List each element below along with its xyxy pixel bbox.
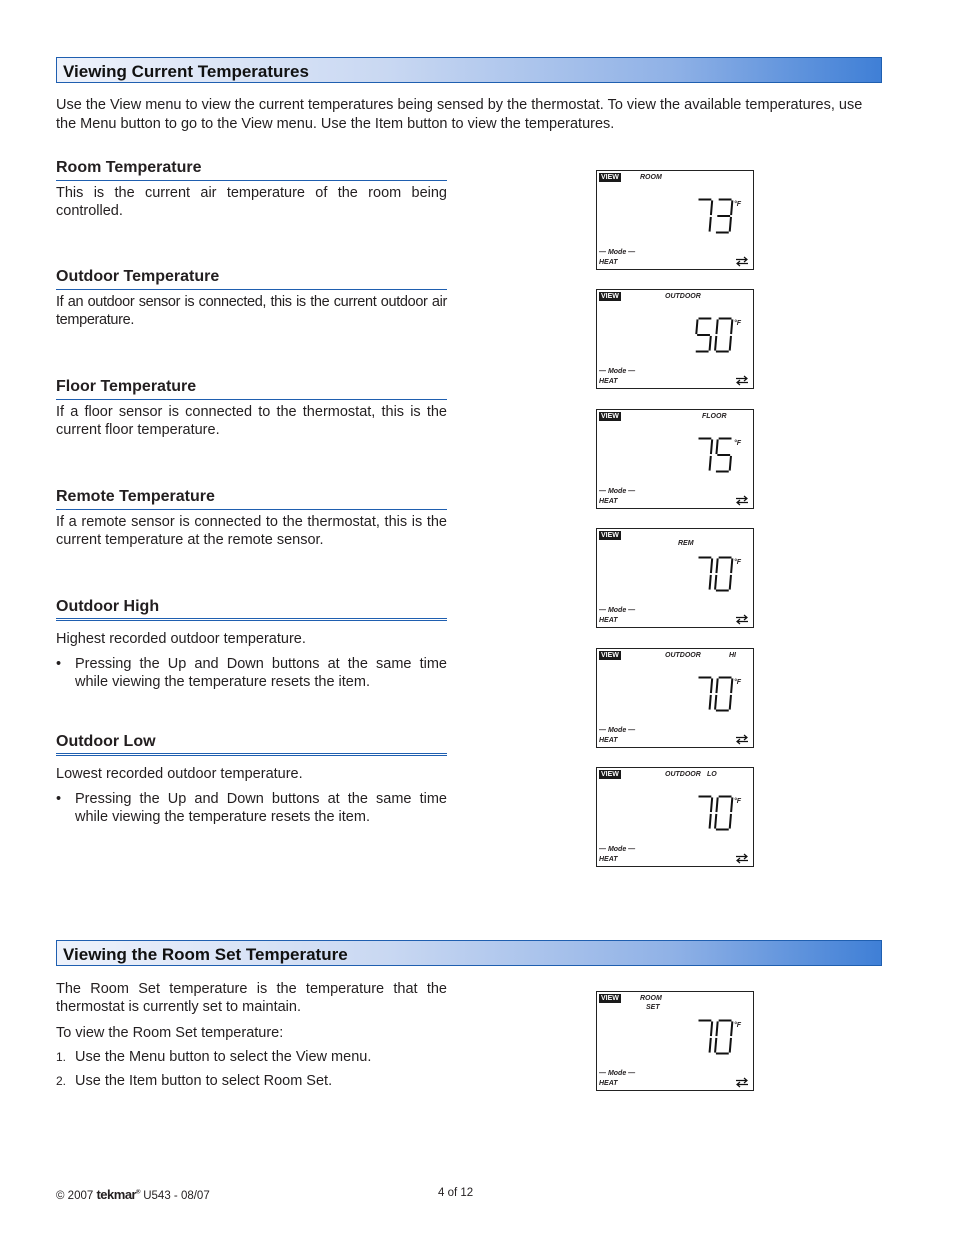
lcd-digits (693, 436, 737, 474)
lcd-segment (731, 558, 732, 573)
subsection-room-temperature (56, 159, 447, 220)
subsection-title: Outdoor High (56, 598, 447, 621)
lcd-mode-label: — Mode — (599, 727, 636, 734)
thermostat-lcd (596, 648, 754, 748)
lcd-mode-label: — Mode — (599, 1070, 636, 1077)
lcd-heat-label: HEAT (599, 737, 618, 744)
lcd-view-tag: VIEW (601, 995, 619, 1002)
lcd-segment (730, 1038, 731, 1053)
lcd-mode-label: — Mode — (599, 249, 636, 256)
lcd-label: REM (678, 540, 694, 547)
lcd-segment (711, 678, 712, 693)
lcd-heat-label: HEAT (599, 617, 618, 624)
subsection-title: Room Temperature (56, 159, 447, 181)
subsection-outdoor-temperature (56, 268, 447, 329)
subsection-text: Highest recorded outdoor temperature. (56, 631, 306, 647)
room-set-lead: To view the Room Set temperature: (56, 1025, 284, 1041)
lcd-unit: °F (734, 679, 742, 686)
lcd-segment (731, 200, 732, 215)
lcd-unit: °F (734, 201, 742, 208)
lcd-segment (716, 1021, 717, 1036)
thermostat-lcd (596, 767, 754, 867)
lcd-segment (711, 439, 712, 454)
lcd-segment (715, 814, 716, 829)
subsection-remote-temperature (56, 488, 447, 549)
section-header-room-set-temperature (56, 940, 882, 966)
copyright: © 2007 (56, 1190, 94, 1202)
bullet-text: Pressing the Up and Down buttons at the same time while viewing the temperature resets the item. (75, 656, 447, 690)
doc-number: U543 - 08/07 (143, 1190, 210, 1202)
lcd-view-tag: VIEW (601, 174, 619, 181)
lcd-view-tag: VIEW (601, 532, 619, 539)
lcd-segment (731, 797, 732, 812)
lcd-label-secondary: SET (646, 1004, 660, 1011)
lcd-segment (710, 814, 711, 829)
lcd-segment (730, 695, 731, 710)
bullet-text: Pressing the Up and Down buttons at the same time while viewing the temperature resets the item. (75, 791, 447, 825)
exchange-arrows-icon (735, 853, 749, 864)
lcd-segment (730, 456, 731, 471)
intro-paragraph: Use the View menu to view the current temperatures being sensed by the thermostat. To view the available temperatures, use the Menu button to go to the View menu. Use the Item button to view the temperatures. (56, 97, 863, 132)
thermostat-lcd (596, 409, 754, 509)
lcd-segment (730, 575, 731, 590)
lcd-digits (693, 675, 737, 713)
subsection-text: Lowest recorded outdoor temperature. (56, 766, 303, 782)
lcd-heat-label: HEAT (599, 378, 618, 385)
lcd-segment (716, 678, 717, 693)
brand-logo: tekmar® (96, 1187, 141, 1202)
exchange-arrows-icon (735, 495, 749, 506)
lcd-unit: °F (734, 1022, 742, 1029)
exchange-arrows-icon (735, 734, 749, 745)
lcd-view-tag: VIEW (601, 293, 619, 300)
exchange-arrows-icon (735, 256, 749, 267)
lcd-label: FLOOR (702, 413, 727, 420)
lcd-label: OUTDOOR (665, 293, 701, 300)
lcd-digits (693, 316, 737, 354)
lcd-segment (716, 558, 717, 573)
footer-left (56, 1187, 210, 1202)
lcd-heat-label: HEAT (599, 1080, 618, 1087)
lcd-segment (715, 336, 716, 351)
lcd-segment (731, 678, 732, 693)
lcd-mode-label: — Mode — (599, 368, 636, 375)
lcd-segment (716, 319, 717, 334)
lcd-segment (710, 456, 711, 471)
lcd-segment (715, 695, 716, 710)
room-set-body (56, 980, 447, 1090)
lcd-segment (710, 1038, 711, 1053)
subsection-text: If a floor sensor is connected to the thermostat, this is the current floor temperature. (56, 404, 447, 438)
subsection-title: Outdoor Temperature (56, 268, 447, 290)
lcd-view-tag: VIEW (601, 771, 619, 778)
room-set-text: The Room Set temperature is the temperature that the thermostat is currently set to maintain. (56, 981, 447, 1015)
lcd-label: ROOM (640, 995, 662, 1002)
lcd-segment (731, 319, 732, 334)
thermostat-lcd (596, 170, 754, 270)
exchange-arrows-icon (735, 614, 749, 625)
lcd-label: OUTDOOR (665, 652, 701, 659)
subsection-title: Floor Temperature (56, 378, 447, 400)
exchange-arrows-icon (735, 375, 749, 386)
subsection-text: If an outdoor sensor is connected, this is the current outdoor air temperature. (56, 294, 447, 328)
subsection-outdoor-low (56, 733, 447, 826)
lcd-segment (710, 217, 711, 232)
lcd-mode-label: — Mode — (599, 846, 636, 853)
thermostat-lcd (596, 991, 754, 1091)
subsection-outdoor-high (56, 598, 447, 691)
lcd-segment (711, 200, 712, 215)
lcd-segment (696, 319, 697, 334)
thermostat-lcd (596, 289, 754, 389)
lcd-digits (693, 555, 737, 593)
lcd-digits (693, 794, 737, 832)
lcd-heat-label: HEAT (599, 856, 618, 863)
lcd-unit: °F (734, 440, 742, 447)
page-number: 4 of 12 (438, 1187, 474, 1199)
lcd-segment (710, 695, 711, 710)
lcd-segment (730, 814, 731, 829)
lcd-label: OUTDOOR (665, 771, 701, 778)
thermostat-lcd (596, 528, 754, 628)
lcd-segment (711, 1021, 712, 1036)
lcd-unit: °F (734, 559, 742, 566)
lcd-view-tag: VIEW (601, 652, 619, 659)
step-item (56, 1072, 447, 1090)
lcd-segment (731, 1021, 732, 1036)
lcd-segment (715, 575, 716, 590)
lcd-segment (710, 336, 711, 351)
lcd-segment (730, 217, 731, 232)
lcd-segment (711, 558, 712, 573)
lcd-label-secondary: HI (729, 652, 736, 659)
lcd-segment (710, 575, 711, 590)
step-number: 2. (56, 1074, 67, 1088)
bullet-item: • Pressing the Up and Down buttons at the same time while viewing the temperature resets the item. (56, 656, 447, 690)
lcd-segment (730, 336, 731, 351)
subsection-floor-temperature (56, 378, 447, 439)
lcd-digits (693, 1018, 737, 1056)
subsection-title: Remote Temperature (56, 488, 447, 510)
section-header-current-temperatures (56, 57, 882, 83)
lcd-label: ROOM (640, 174, 662, 181)
lcd-label-secondary: LO (707, 771, 717, 778)
section-title: Viewing Current Temperatures (63, 62, 309, 81)
lcd-heat-label: HEAT (599, 259, 618, 266)
step-text: Use the Item button to select Room Set. (75, 1073, 333, 1089)
lcd-mode-label: — Mode — (599, 488, 636, 495)
lcd-view-tag: VIEW (601, 413, 619, 420)
lcd-unit: °F (734, 320, 742, 327)
section-title: Viewing the Room Set Temperature (63, 945, 348, 964)
lcd-segment (715, 1038, 716, 1053)
lcd-segment (716, 439, 717, 454)
exchange-arrows-icon (735, 1077, 749, 1088)
step-text: Use the Menu button to select the View menu. (75, 1049, 372, 1065)
lcd-unit: °F (734, 798, 742, 805)
lcd-segment (716, 797, 717, 812)
lcd-mode-label: — Mode — (599, 607, 636, 614)
subsection-title: Outdoor Low (56, 733, 447, 756)
subsection-text: This is the current air temperature of the room being controlled. (56, 185, 447, 219)
bullet-item: • Pressing the Up and Down buttons at the same time while viewing the temperature resets the item. (56, 791, 447, 825)
lcd-segment (711, 797, 712, 812)
step-number: 1. (56, 1050, 67, 1064)
lcd-digits (693, 197, 737, 235)
lcd-heat-label: HEAT (599, 498, 618, 505)
subsection-text: If a remote sensor is connected to the thermostat, this is the current temperature at the remote sensor. (56, 514, 447, 548)
step-item (56, 1048, 447, 1066)
